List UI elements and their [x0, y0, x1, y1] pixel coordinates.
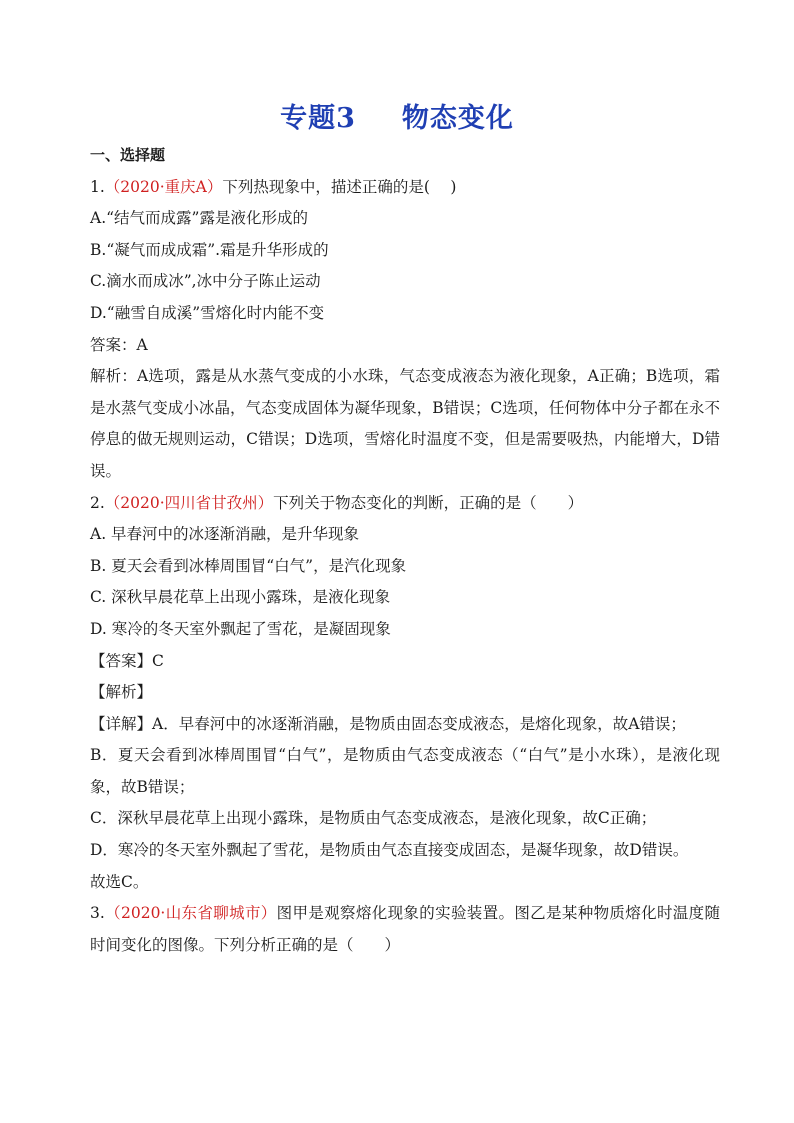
explanation-c: C．深秋早晨花草上出现小露珠，是物质由气态变成液态，是液化现象，故C正确； [90, 809, 657, 828]
section-heading: 一、选择题 [90, 146, 166, 164]
detail-explanation: 【详解】A．早春河中的冰逐渐消融，是物质由固态变成液态，是熔化现象，故A错误； [90, 714, 686, 733]
question-1-stem: 1.（2020·重庆A）下列热现象中，描述正确的是( ) [90, 177, 457, 196]
option-c: C.滴水而成冰”,冰中分子陈止运动 [90, 272, 321, 291]
question-source: （2020·重庆A） [104, 177, 223, 196]
explanation-b: B．夏天会看到冰棒周围冒“白气”，是物质由气态变成液态（“白气”是小水珠），是液化现象，故B错误； [90, 746, 720, 796]
question-source: （2020·山东省聊城市） [104, 904, 277, 923]
option-a: A. 早春河中的冰逐渐消融，是升华现象 [90, 525, 360, 544]
answer: 【答案】C [90, 651, 164, 670]
option-d: D.“融雪自成溪”雪熔化时内能不变 [90, 303, 325, 322]
topic-number: 专题3 [280, 103, 356, 134]
option-a: A.“结气而成露”露是液化形成的 [90, 209, 308, 228]
question-source: （2020·四川省甘孜州） [104, 493, 274, 512]
content [90, 140, 720, 961]
page-title [0, 96, 794, 135]
option-b: B.“凝气而成成霜”.霜是升华形成的 [90, 240, 329, 259]
question-2-stem: 2.（2020·四川省甘孜州）下列关于物态变化的判断，正确的是（ ） [90, 493, 584, 512]
option-d: D. 寒冷的冬天室外飘起了雪花，是凝固现象 [90, 619, 391, 638]
explanation-d: D．寒冷的冬天室外飘起了雪花，是物质由气态直接变成固态，是凝华现象，故D错误。 [90, 841, 689, 860]
analysis-label: 【解析】 [90, 683, 153, 702]
question-3-stem: 3.（2020·山东省聊城市）图甲是观察熔化现象的实验装置。图乙是某种物质熔化时温度随时间变化的图像。下列分析正确的是（ ） [90, 904, 720, 954]
option-b: B. 夏天会看到冰棒周围冒“白气”，是汽化现象 [90, 556, 407, 575]
topic-name: 物态变化 [401, 103, 514, 134]
analysis: 解析：A选项，露是从水蒸气变成的小水珠，气态变成液态为液化现象，A正确；B选项，霜是水蒸气变成小冰晶，气态变成固体为凝华现象，B错误；C选项，任何物体中分子都在永不停息的做无规则运动，C错误；D选项，雪熔化时温度不变，但是需要吸热，内能增大，D错误。 [90, 367, 720, 480]
option-c: C. 深秋早晨花草上出现小露珠，是液化现象 [90, 588, 391, 607]
conclusion: 故选C。 [90, 872, 149, 891]
answer: 答案：A [90, 335, 148, 354]
